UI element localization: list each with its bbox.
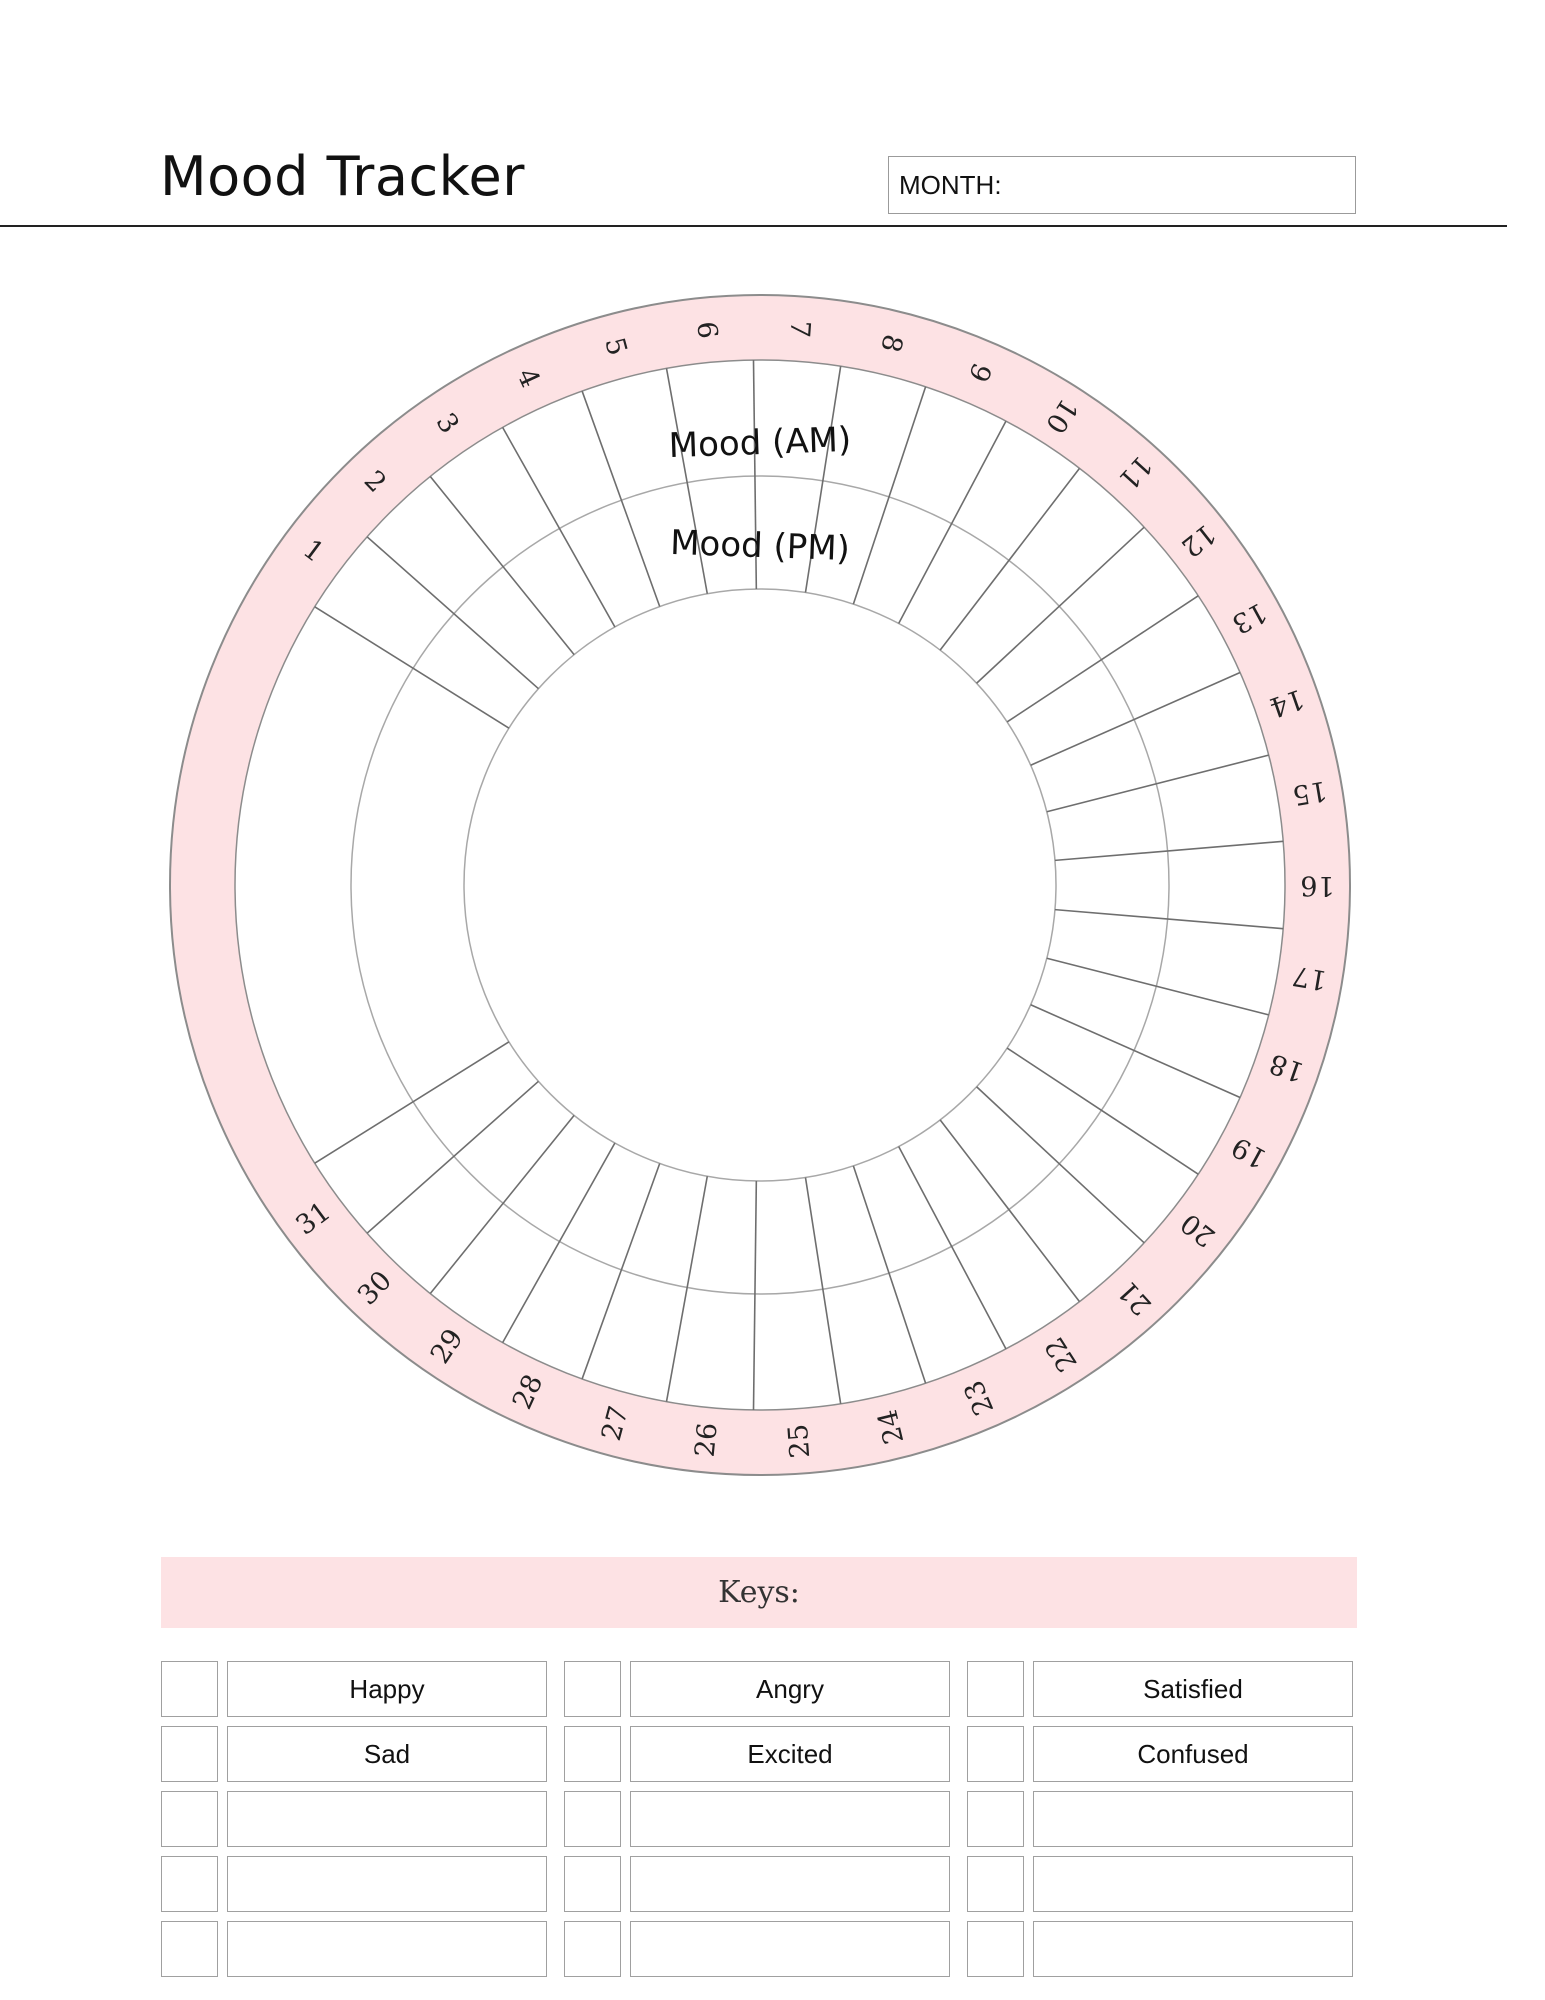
day-label-3: 3: [429, 407, 465, 440]
keys-banner: [161, 1557, 1357, 1628]
day-label-9: 9: [961, 358, 997, 387]
key-color-swatch[interactable]: [564, 1921, 621, 1977]
key-label-box[interactable]: Confused: [1033, 1726, 1353, 1782]
key-label-box[interactable]: Angry: [630, 1661, 950, 1717]
day-label-7: 7: [783, 319, 816, 339]
key-label-box[interactable]: [227, 1856, 547, 1912]
cell-am-day-16[interactable]: [1168, 841, 1285, 928]
key-label-box[interactable]: [227, 1921, 547, 1977]
month-label: MONTH:: [899, 169, 1002, 200]
day-label-13: 13: [1226, 595, 1272, 640]
key-color-swatch[interactable]: [161, 1791, 218, 1847]
ring-label-pm: Mood (PM): [669, 522, 851, 570]
day-label-25: 25: [782, 1422, 817, 1460]
day-label-29: 29: [424, 1323, 470, 1370]
key-color-swatch[interactable]: [564, 1726, 621, 1782]
day-label-28: 28: [506, 1369, 550, 1415]
key-color-swatch[interactable]: [161, 1856, 218, 1912]
day-label-30: 30: [351, 1265, 399, 1312]
day-label-23: 23: [958, 1375, 1001, 1420]
day-label-31: 31: [290, 1196, 337, 1242]
cell-pm-day-16[interactable]: [1055, 851, 1169, 919]
key-row: [161, 1661, 1357, 1717]
key-color-swatch[interactable]: [564, 1661, 621, 1717]
day-label-12: 12: [1175, 517, 1222, 564]
key-color-swatch[interactable]: [161, 1726, 218, 1782]
day-label-19: 19: [1226, 1130, 1272, 1175]
day-label-21: 21: [1111, 1274, 1158, 1321]
key-label-box[interactable]: Happy: [227, 1661, 547, 1717]
day-label-8: 8: [874, 331, 909, 356]
key-color-swatch[interactable]: [967, 1791, 1024, 1847]
key-color-swatch[interactable]: [967, 1661, 1024, 1717]
key-row: [161, 1856, 1357, 1912]
day-label-17: 17: [1290, 959, 1330, 996]
key-color-swatch[interactable]: [967, 1921, 1024, 1977]
ring-label-am: Mood (AM): [668, 419, 852, 467]
day-label-1: 1: [297, 533, 330, 569]
day-label-5: 5: [598, 334, 633, 359]
key-row: [161, 1791, 1357, 1847]
key-label-box[interactable]: Satisfied: [1033, 1661, 1353, 1717]
key-label-box[interactable]: [1033, 1791, 1353, 1847]
key-color-swatch[interactable]: [161, 1921, 218, 1977]
key-color-swatch[interactable]: [161, 1661, 218, 1717]
day-label-14: 14: [1265, 682, 1309, 723]
key-label-box[interactable]: [630, 1921, 950, 1977]
key-color-swatch[interactable]: [564, 1791, 621, 1847]
day-label-24: 24: [872, 1406, 911, 1448]
key-label-box[interactable]: [630, 1856, 950, 1912]
keys-title: Keys:: [718, 1575, 800, 1610]
key-color-swatch[interactable]: [967, 1856, 1024, 1912]
day-label-18: 18: [1265, 1047, 1309, 1088]
inner-ring: [464, 589, 1056, 1181]
key-label-box[interactable]: Sad: [227, 1726, 547, 1782]
day-label-16: 16: [1300, 869, 1335, 901]
key-row: [161, 1726, 1357, 1782]
key-color-swatch[interactable]: [967, 1726, 1024, 1782]
day-label-15: 15: [1290, 774, 1330, 811]
key-color-swatch[interactable]: [564, 1856, 621, 1912]
key-label-box[interactable]: [630, 1791, 950, 1847]
day-label-26: 26: [689, 1421, 724, 1459]
day-label-6: 6: [690, 320, 723, 341]
day-label-20: 20: [1175, 1206, 1222, 1253]
key-label-box[interactable]: [1033, 1921, 1353, 1977]
day-label-2: 2: [357, 464, 393, 499]
key-label-box[interactable]: [227, 1791, 547, 1847]
day-label-11: 11: [1111, 449, 1158, 496]
day-label-27: 27: [595, 1402, 635, 1445]
day-label-22: 22: [1038, 1331, 1084, 1377]
page-title: Mood Tracker: [160, 145, 525, 208]
key-label-box[interactable]: [1033, 1856, 1353, 1912]
day-label-4: 4: [510, 363, 546, 393]
key-label-box[interactable]: Excited: [630, 1726, 950, 1782]
key-row: [161, 1921, 1357, 1977]
day-label-10: 10: [1038, 393, 1084, 439]
